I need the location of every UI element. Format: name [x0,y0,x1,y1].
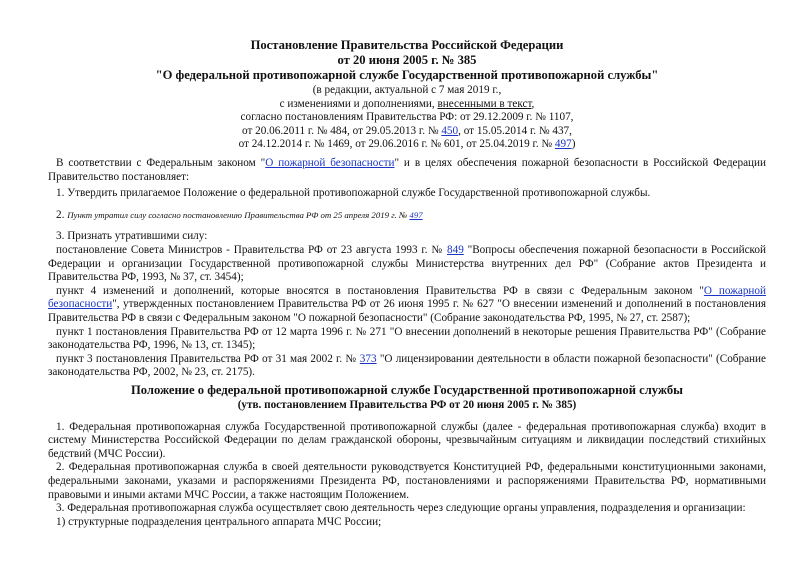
document-title-line-1: Постановление Правительства Российской Федерации [250,38,564,52]
intro-text-end: " и в целях обеспечения пожарной безопасности в Российской Федерации Правительство постановляет: [48,157,766,183]
repealed-act-2-text: пункт 4 изменений и дополнений, которые вносятся в постановления Правительства РФ в связи с Федеральным законом " [56,284,704,297]
edition-line-4-end: , от 15.05.2014 г. № 437, [458,124,572,137]
regulation-item-2: 2. Федеральная противопожарная служба в своей деятельности руководствуется Конституцией РФ, федеральными конституционными законами, федеральными законами, указами и распоряжениями Президента РФ, постановлениями и распоряжениями Правительства РФ, нормативными правовыми и иными актами МЧС России, а также настоящим Положением. [48,461,766,501]
amendments-link[interactable]: внесенными в текст [437,97,532,110]
edition-line-2-text: с изменениями и дополнениями, [279,97,438,110]
repealed-act-4-text: пункт 3 постановления Правительства РФ от 31 мая 2002 г. № [56,352,360,365]
edition-line-4 [48,125,766,139]
fire-safety-law-link[interactable]: О пожарной безопасности [265,157,395,169]
item-2-note: Пункт утратил силу согласно постановлению Правительства РФ от 25 апреля 2019 г. № [67,209,410,220]
regulation-section [48,383,766,529]
decree-450-link[interactable]: 450 [441,124,459,137]
regulation-subtitle: (утв. постановлением Правительства РФ от 20 июня 2005 г. № 385) [237,399,577,411]
edition-line-5 [48,138,766,152]
edition-line-2-end: , [531,97,535,110]
decree-849-link[interactable]: 849 [447,243,464,256]
document-title-line-2: от 20 июня 2005 г. № 385 [337,53,477,67]
regulation-item-1: 1. Федеральная противопожарная служба Государственной противопожарной службы (далее - федеральная противопожарная служба) входит в систему Министерства Российской Федерации по делам гражданской обороны, чрезвычайным ситуациям и ликвидации последствий стихийных бедствий (МЧС России). [48,420,766,460]
item-2-number: 2. [56,208,68,221]
edition-line-5-end: ) [571,138,576,151]
regulation-item-3: 3. Федеральная противопожарная служба осуществляет свою деятельность через следующие органы управления, подразделения и организации: [56,502,746,515]
document-header [48,38,766,152]
edition-line-2 [48,98,766,112]
edition-line-3: согласно постановлениям Правительства РФ: от 29.12.2009 г. № 1107, [240,111,574,124]
item-2 [48,209,766,223]
regulation-title: Положение о федеральной противопожарной службе Государственной противопожарной службы [130,383,684,397]
decree-373-link[interactable]: 373 [359,352,377,365]
edition-line-4-text: от 20.06.2011 г. № 484, от 29.05.2013 г. № [242,124,442,137]
intro-paragraph [48,157,766,184]
repealed-act-2 [48,285,766,326]
repealed-act-4 [48,353,766,380]
edition-line-1: (в редакции, актуальной с 7 мая 2019 г., [312,84,502,96]
intro-text: В соответствии с Федеральным законом " [56,157,266,169]
document-title-line-3: "О федеральной противопожарной службе Государственной противопожарной службы" [155,68,659,82]
repealed-act-2-text-end: ", утвержденных постановлением Правительства РФ от 26 июня 1995 г. № 627 "О внесении изменений и дополнений в постановления Правительства РФ в связи с Федеральным законом "О пожарной безопасности" (Собрание законодательства РФ, 1995, № 27, ст. 2587); [48,298,766,324]
regulation-item-3-1: 1) структурные подразделения центрального аппарата МЧС России; [56,515,382,528]
item-3: 3. Признать утратившими силу: [56,230,208,243]
repealed-act-3: пункт 1 постановления Правительства РФ от 12 марта 1996 г. № 271 "О внесении дополнений в некоторые решения Правительства РФ" (Собрание законодательства РФ, 1996, № 13, ст. 1345); [48,325,766,352]
repealed-act-1-text: постановление Совета Министров - Правительства РФ от 23 августа 1993 г. № [56,243,447,256]
decree-body [48,157,766,380]
repealed-act-4-text-end: "О лицензировании деятельности в области пожарной безопасности" (Собрание законодательства РФ, 2002, № 23, ст. 2175). [48,352,766,379]
repealed-act-1-text-end: "Вопросы обеспечения пожарной безопасности в Российской Федерации и организации Государственной противопожарной службы Министерства внутренних дел РФ" (Собрание актов Президента и Правительства РФ, 1993, № 37, ст. 3454); [48,243,766,284]
edition-line-5-text: от 24.12.2014 г. № 1469, от 29.06.2016 г. № 601, от 25.04.2019 г. № [238,138,555,151]
item-1: 1. Утвердить прилагаемое Положение о федеральной противопожарной службе Государственной противопожарной службы. [56,187,651,200]
item-2-decree-497-link[interactable]: 497 [409,209,423,220]
decree-497-link[interactable]: 497 [554,138,572,151]
fire-safety-law-link-2[interactable]: О пожарной безопасности [48,284,766,311]
repealed-act-1 [48,244,766,285]
